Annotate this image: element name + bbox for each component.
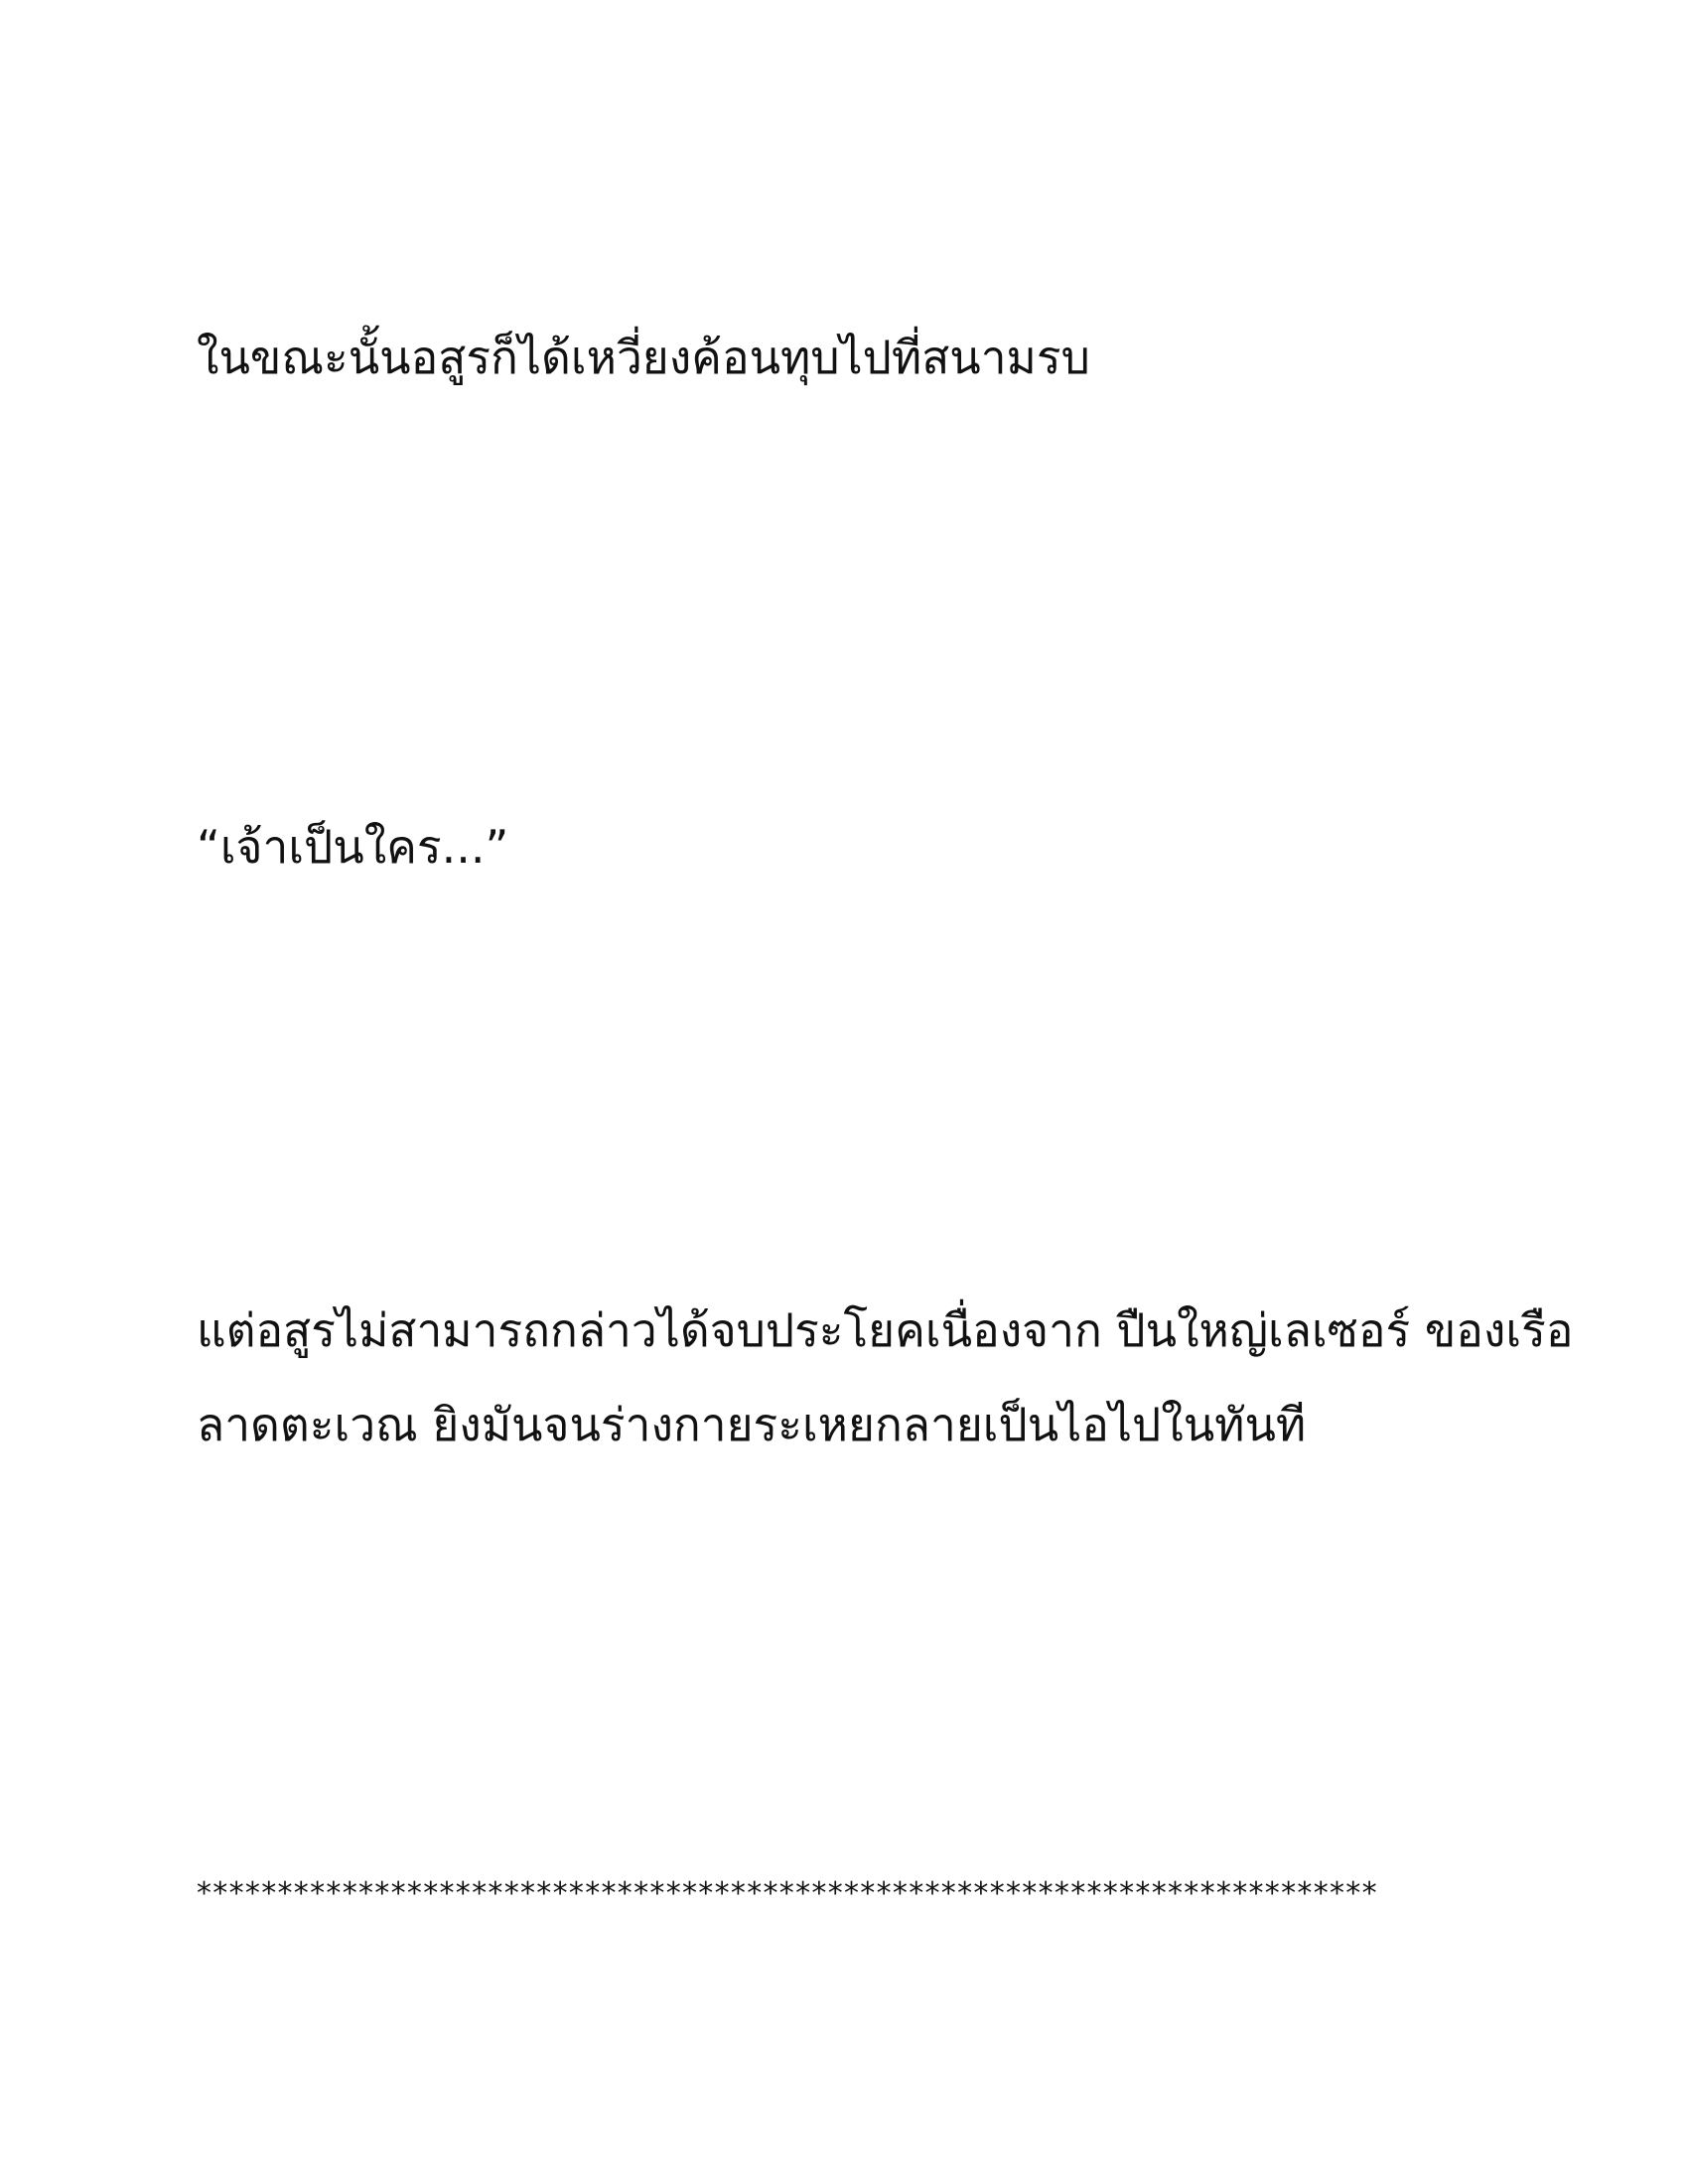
paragraph-narration-1: ในขณะนั้นอสูรก็ได้เหวี่ยงค้อนทุบไปที่สนามรบ — [197, 331, 1090, 384]
paragraph-dialogue: “เจ้าเป็นใคร...” — [197, 820, 509, 874]
section-separator: ************************************************************************* — [197, 1876, 1378, 1911]
paragraph-narration-2-line-1: แต่อสูรไม่สามารถกล่าวได้จบประโยคเนื่องจาก ปืนใหญ่เลเซอร์ ของเรือ — [197, 1303, 1574, 1357]
paragraph-narration-2-line-2: ลาดตะเวณ ยิงมันจนร่างกายระเหยกลายเป็นไอไปในทันที — [197, 1398, 1307, 1451]
